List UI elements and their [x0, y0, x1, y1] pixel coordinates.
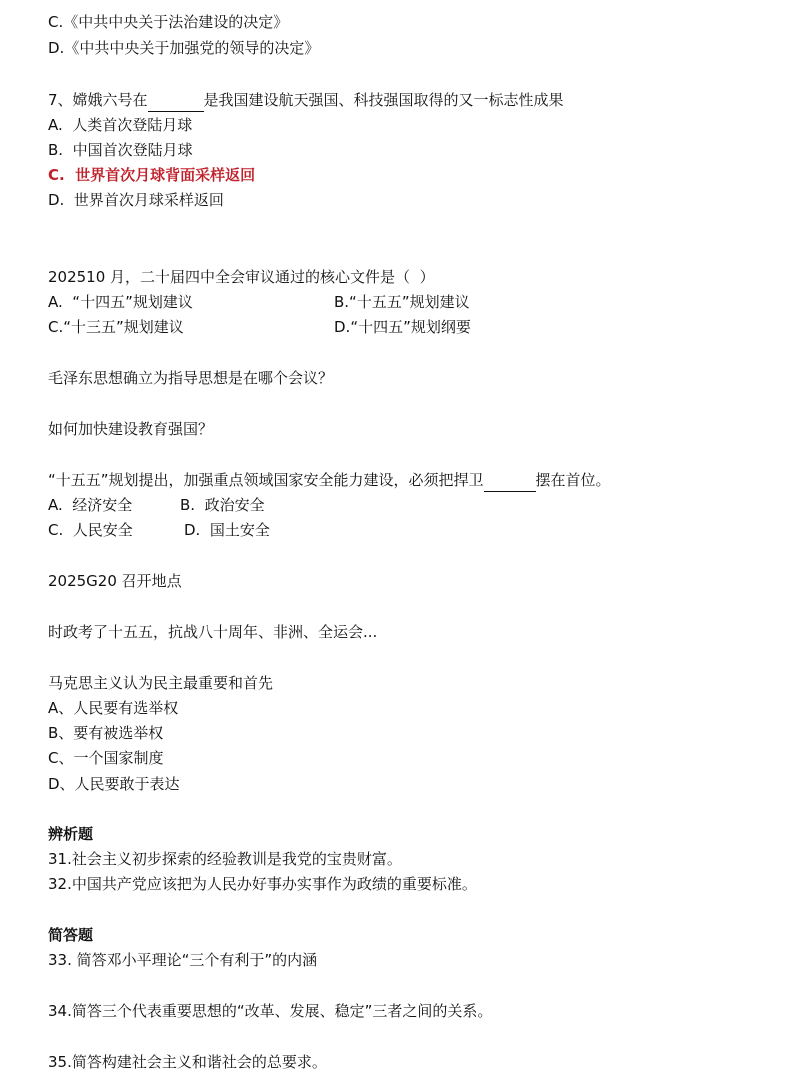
q-marx-option-a: A、人民要有选举权: [48, 699, 179, 717]
q7-stem: [48, 88, 564, 112]
q-marx-stem: 马克思主义认为民主最重要和首先: [48, 674, 274, 692]
q-marx-option-d: D、人民要敢于表达: [48, 775, 180, 793]
question-32: 32.中国共产党应该把为人民办好事办实事作为政绩的重要标准。: [48, 875, 477, 893]
q7-stem-after: 是我国建设航天强国、科技强国取得的又一标志性成果: [203, 91, 564, 109]
q7-option-a: A. 人类首次登陆月球: [48, 116, 193, 134]
section-analysis-title: 辨析题: [48, 825, 94, 843]
q7-blank: [148, 93, 204, 112]
q-security-stem: [48, 468, 611, 492]
q-plan-option-d: D.“十四五”规划纲要: [334, 318, 471, 336]
q6-option-d: D.《中共中央关于加强党的领导的决定》: [48, 39, 320, 57]
q-education: 如何加快建设教育强国？: [48, 420, 214, 438]
q7-stem-before: 7、嫦娥六号在: [48, 91, 148, 109]
q6-option-c: C.《中共中央关于法治建设的决定》: [48, 13, 289, 31]
q-security-stem-after: 摆在首位。: [535, 471, 611, 489]
q-plan-stem: 202510 月，二十届四中全会审议通过的核心文件是（ ）: [48, 268, 435, 286]
q-plan-option-b: B.“十五五”规划建议: [334, 293, 470, 311]
q-security-option-b: B. 政治安全: [180, 496, 265, 514]
q-security-option-c: C. 人民安全: [48, 521, 133, 539]
section-short-answer-title: 简答题: [48, 926, 94, 944]
q-g20: 2025G20 召开地点: [48, 572, 182, 590]
q-security-option-d: D. 国土安全: [184, 521, 270, 539]
q-security-blank: [484, 473, 536, 492]
q7-option-d: D. 世界首次月球采样返回: [48, 191, 224, 209]
question-34: 34.简答三个代表重要思想的“改革、发展、稳定”三者之间的关系。: [48, 1002, 493, 1020]
q-plan-option-c: C.“十三五”规划建议: [48, 318, 184, 336]
q-security-row1: [48, 493, 265, 517]
q-marx-option-b: B、要有被选举权: [48, 724, 164, 742]
q-plan-row2: [48, 315, 471, 339]
q-security-stem-before: “十五五”规划提出，加强重点领域国家安全能力建设，必须把捍卫: [48, 471, 484, 489]
q-security-option-a: A. 经济安全: [48, 496, 133, 514]
question-33: 33. 简答邓小平理论“三个有利于”的内涵: [48, 951, 318, 969]
q-plan-option-a: A. “十四五”规划建议: [48, 293, 193, 311]
q7-option-b: B. 中国首次登陆月球: [48, 141, 193, 159]
q-security-row2: [48, 518, 270, 542]
current-affairs-note: 时政考了十五五，抗战八十周年、非洲、全运会...: [48, 623, 378, 641]
question-31: 31.社会主义初步探索的经验教训是我党的宝贵财富。: [48, 850, 402, 868]
q7-option-c-correct: C. 世界首次月球背面采样返回: [48, 166, 256, 184]
q-plan-row1: [48, 290, 470, 314]
q-marx-option-c: C、一个国家制度: [48, 749, 164, 767]
q-mao: 毛泽东思想确立为指导思想是在哪个会议？: [48, 369, 334, 387]
question-35: 35.简答构建社会主义和谐社会的总要求。: [48, 1053, 327, 1071]
